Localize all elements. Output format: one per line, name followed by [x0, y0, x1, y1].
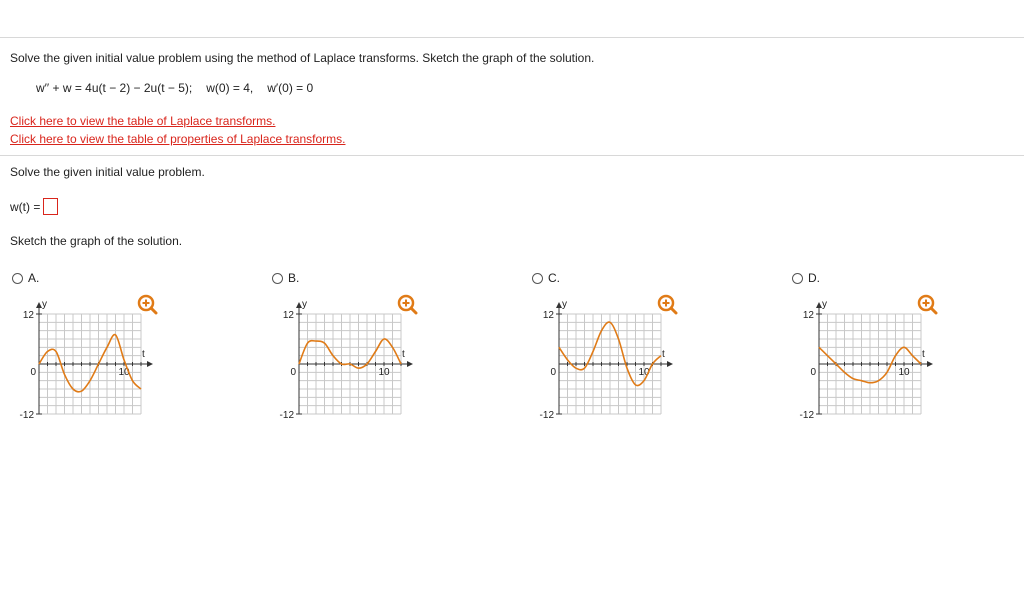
option-c-label: C.: [548, 271, 560, 285]
origin-label: 0: [30, 367, 36, 378]
x-tick-label-10: 10: [378, 367, 390, 378]
x-axis-arrow: [667, 361, 673, 367]
x-tick-label-10: 10: [118, 367, 130, 378]
option-d-label: D.: [808, 271, 820, 285]
option-d-radio[interactable]: [792, 273, 803, 284]
answer-row: [10, 198, 58, 215]
option-b-radio[interactable]: [272, 273, 283, 284]
y-axis-label: y: [42, 299, 47, 310]
x-axis-label: t: [142, 349, 145, 360]
y-tick-label-bottom: -12: [279, 410, 294, 421]
y-tick-label-top: 12: [282, 310, 294, 321]
initial-condition-w: w(0) = 4,: [206, 81, 254, 95]
y-tick-label-bottom: -12: [19, 410, 34, 421]
y-axis-label: y: [562, 299, 567, 310]
option-b-label: B.: [288, 271, 300, 285]
initial-condition-wprime: w′(0) = 0: [267, 81, 314, 95]
answer-label: w(t) =: [10, 199, 41, 214]
zoom-in-icon[interactable]: [139, 296, 156, 313]
laplace-properties-link[interactable]: Click here to view the table of properties of Laplace transforms.: [10, 132, 346, 146]
y-axis-label: y: [822, 299, 827, 310]
origin-label: 0: [550, 367, 556, 378]
sketch-prompt: Sketch the graph of the solution.: [10, 234, 183, 248]
zoom-handle: [931, 308, 936, 313]
problem-instruction: Solve the given initial value problem using the method of Laplace transforms. Sketch the graph of the solution.: [10, 51, 595, 65]
y-axis-label: y: [302, 299, 307, 310]
option-a[interactable]: [12, 271, 39, 285]
x-tick-label-10: 10: [898, 367, 910, 378]
differential-equation: w′′ + w = 4u(t − 2) − 2u(t − 5);: [36, 81, 193, 95]
x-axis-arrow: [407, 361, 413, 367]
option-a-label: A.: [28, 271, 40, 285]
top-divider: [0, 37, 1024, 38]
problem-equation-line: [36, 81, 313, 95]
option-b[interactable]: [272, 271, 299, 285]
y-tick-label-top: 12: [542, 310, 554, 321]
zoom-in-icon[interactable]: [919, 296, 936, 313]
zoom-handle: [151, 308, 156, 313]
x-axis-arrow: [147, 361, 153, 367]
section-divider: [0, 155, 1024, 156]
graph-option-d: [798, 292, 938, 427]
y-tick-label-top: 12: [802, 310, 814, 321]
option-a-radio[interactable]: [12, 273, 23, 284]
answer-input[interactable]: [43, 198, 58, 215]
x-axis-label: t: [402, 349, 405, 360]
y-tick-label-bottom: -12: [539, 410, 554, 421]
y-tick-label-top: 12: [22, 310, 34, 321]
origin-label: 0: [810, 367, 816, 378]
graph-option-a: [18, 292, 158, 427]
option-c-radio[interactable]: [532, 273, 543, 284]
solve-prompt: Solve the given initial value problem.: [10, 165, 205, 179]
origin-label: 0: [290, 367, 296, 378]
x-tick-label-10: 10: [638, 367, 650, 378]
zoom-handle: [671, 308, 676, 313]
option-c[interactable]: [532, 271, 560, 285]
zoom-handle: [411, 308, 416, 313]
x-axis-label: t: [922, 349, 925, 360]
x-axis-arrow: [927, 361, 933, 367]
graph-option-b: [278, 292, 418, 427]
zoom-in-icon[interactable]: [399, 296, 416, 313]
laplace-table-link[interactable]: Click here to view the table of Laplace transforms.: [10, 114, 276, 128]
y-tick-label-bottom: -12: [799, 410, 814, 421]
x-axis-label: t: [662, 349, 665, 360]
graph-option-c: [538, 292, 678, 427]
option-d[interactable]: [792, 271, 820, 285]
zoom-in-icon[interactable]: [659, 296, 676, 313]
